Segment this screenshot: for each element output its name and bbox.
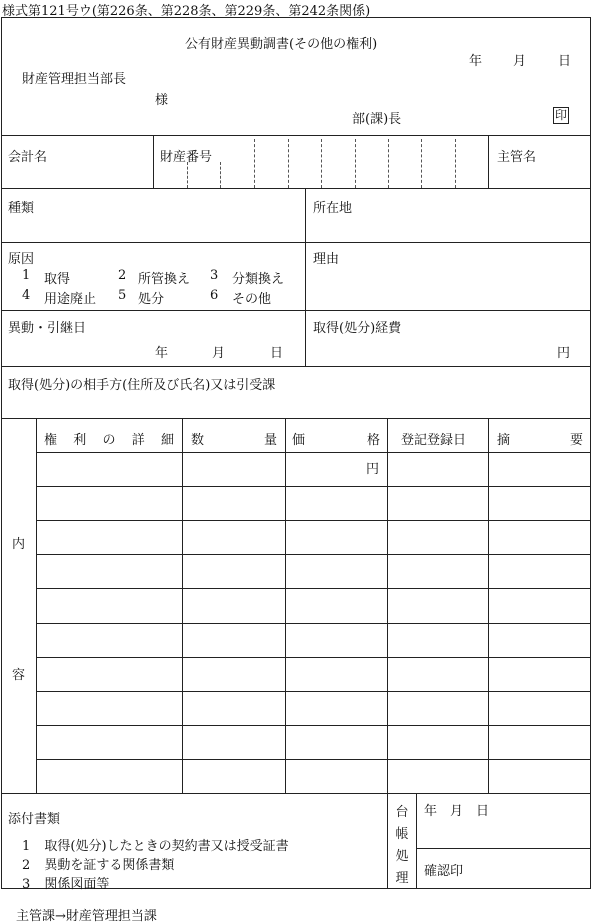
column-header-char: 利	[73, 433, 87, 448]
column-header-remarks	[497, 429, 583, 448]
transfer-date-year: 年	[155, 346, 169, 361]
transfer-date-label: 異動・引継日	[8, 321, 87, 336]
column-header-price	[292, 429, 380, 448]
contents-row-line	[36, 486, 591, 487]
column-header-char: 数	[191, 433, 205, 448]
ledger-label-char: 帳	[395, 827, 409, 842]
routing-note: 主管課→財産管理担当課	[16, 909, 157, 924]
cause-label: 原因	[8, 252, 35, 267]
rule-contents-col2	[285, 418, 286, 793]
attachment-item	[22, 873, 109, 892]
contents-side-label-1: 内	[12, 537, 26, 552]
cause-option-number: 5	[118, 288, 127, 303]
rule-contents-col4	[488, 418, 489, 793]
rule-ledger-split	[416, 848, 591, 849]
contents-row-line	[36, 725, 591, 726]
recipient-title: 財産管理担当部長	[22, 72, 127, 87]
property-number-cell-divider	[455, 139, 456, 188]
rule-attach-v2	[416, 793, 417, 889]
property-number-cell-divider	[288, 139, 289, 188]
cause-option-number: 4	[22, 288, 31, 303]
counterparty-label: 取得(処分)の相手方(住所及び氏名)又は引受課	[8, 378, 276, 393]
accounting-label: 会計名	[8, 150, 48, 165]
ledger-date: 年 月 日	[424, 804, 490, 819]
column-header-registration-date: 登記登録日	[401, 433, 467, 448]
cause-option-label: 所管換え	[138, 272, 191, 287]
attachment-item-text: 関係図面等	[44, 877, 110, 892]
column-header-char: 価	[292, 433, 306, 448]
attachment-item-number: 3	[22, 877, 31, 892]
rule-row5-bottom	[1, 418, 591, 419]
reason-label: 理由	[313, 252, 340, 267]
column-header-char: 細	[160, 433, 174, 448]
property-number-label: 財産番号	[160, 150, 213, 165]
cause-option-label: その他	[232, 292, 272, 307]
ledger-label-char: 処	[395, 849, 409, 864]
contents-row-line	[36, 623, 591, 624]
cause-option-label: 処分	[138, 292, 165, 307]
expense-yen-unit: 円	[557, 346, 571, 361]
rule-row1-v1	[153, 135, 154, 188]
cause-option-label: 取得	[44, 272, 71, 287]
column-header-quantity	[191, 429, 277, 448]
property-number-cell-divider	[388, 139, 389, 188]
rule-contents-side	[36, 418, 37, 793]
confirmation-seal-label: 確認印	[424, 864, 464, 879]
rule-contents-col1	[182, 418, 183, 793]
attachment-item	[22, 835, 289, 854]
transfer-date-month: 月	[212, 346, 226, 361]
contents-side-label-2: 容	[12, 668, 26, 683]
rule-row3-bottom	[1, 310, 591, 311]
rule-row1-v2	[488, 135, 489, 188]
property-number-cell-divider	[220, 162, 221, 188]
column-header-char: 格	[366, 433, 380, 448]
document-title: 公有財産異動調書(その他の権利)	[185, 37, 378, 52]
header-date-month: 月	[513, 54, 527, 69]
transfer-date-day: 日	[270, 346, 284, 361]
attachment-item-text: 取得(処分)したときの契約書又は授受証書	[44, 839, 289, 854]
managing-dept-label: 主管名	[497, 150, 537, 165]
cause-option-number: 6	[210, 288, 219, 303]
sender-title: 部(課)長	[352, 112, 402, 127]
header-date-year: 年	[469, 54, 483, 69]
type-label: 種類	[8, 201, 35, 216]
contents-row-line	[36, 759, 591, 760]
column-header-char: 量	[263, 433, 277, 448]
property-number-cell-divider	[355, 139, 356, 188]
cause-option-number: 3	[210, 268, 219, 283]
attachment-item-text: 異動を証する関係書類	[44, 858, 175, 873]
property-number-cell-divider	[187, 162, 188, 188]
cause-option-number: 2	[118, 268, 127, 283]
column-header-char: 摘	[497, 433, 511, 448]
location-label: 所在地	[313, 201, 353, 216]
column-header-char: 要	[569, 433, 583, 448]
cause-option-number: 1	[22, 268, 31, 283]
cause-option-label: 分類換え	[232, 272, 285, 287]
price-yen-unit: 円	[366, 462, 380, 477]
rule-row2-bottom	[1, 242, 591, 243]
form-reference: 様式第121号ウ(第226条、第228条、第229条、第242条関係)	[2, 4, 371, 19]
attachment-item-number: 2	[22, 858, 31, 873]
rule-contents-col3	[387, 418, 388, 793]
header-date-day: 日	[558, 54, 572, 69]
column-header-char: 権	[44, 433, 58, 448]
ledger-label-char: 台	[395, 805, 409, 820]
rule-row4-bottom	[1, 366, 591, 367]
ledger-processing-label	[394, 802, 410, 890]
column-header-char: 詳	[131, 433, 145, 448]
attachment-item	[22, 854, 174, 873]
contents-row-line	[36, 520, 591, 521]
contents-row-line	[36, 554, 591, 555]
contents-row-line	[36, 588, 591, 589]
contents-row-line	[36, 452, 591, 453]
contents-row-line	[36, 657, 591, 658]
property-number-cell-divider	[254, 139, 255, 188]
expense-label: 取得(処分)経費	[313, 321, 402, 336]
recipient-honorific: 様	[155, 93, 169, 108]
column-header-char: の	[102, 433, 116, 448]
attachments-heading: 添付書類	[8, 812, 61, 827]
rule-row1-bottom	[1, 188, 591, 189]
ledger-label-char: 理	[395, 871, 409, 886]
rule-contents-bottom	[1, 793, 591, 794]
contents-row-line	[36, 691, 591, 692]
rule-rows2to4-middle	[305, 188, 306, 366]
property-number-cell-divider	[421, 139, 422, 188]
cause-option-label: 用途廃止	[44, 292, 97, 307]
seal-mark: 印	[554, 108, 567, 122]
rule-header-bottom	[1, 135, 591, 136]
column-header-rights-detail	[44, 429, 174, 448]
property-number-cell-divider	[321, 139, 322, 188]
rule-attach-v1	[387, 793, 388, 889]
attachment-item-number: 1	[22, 839, 31, 854]
